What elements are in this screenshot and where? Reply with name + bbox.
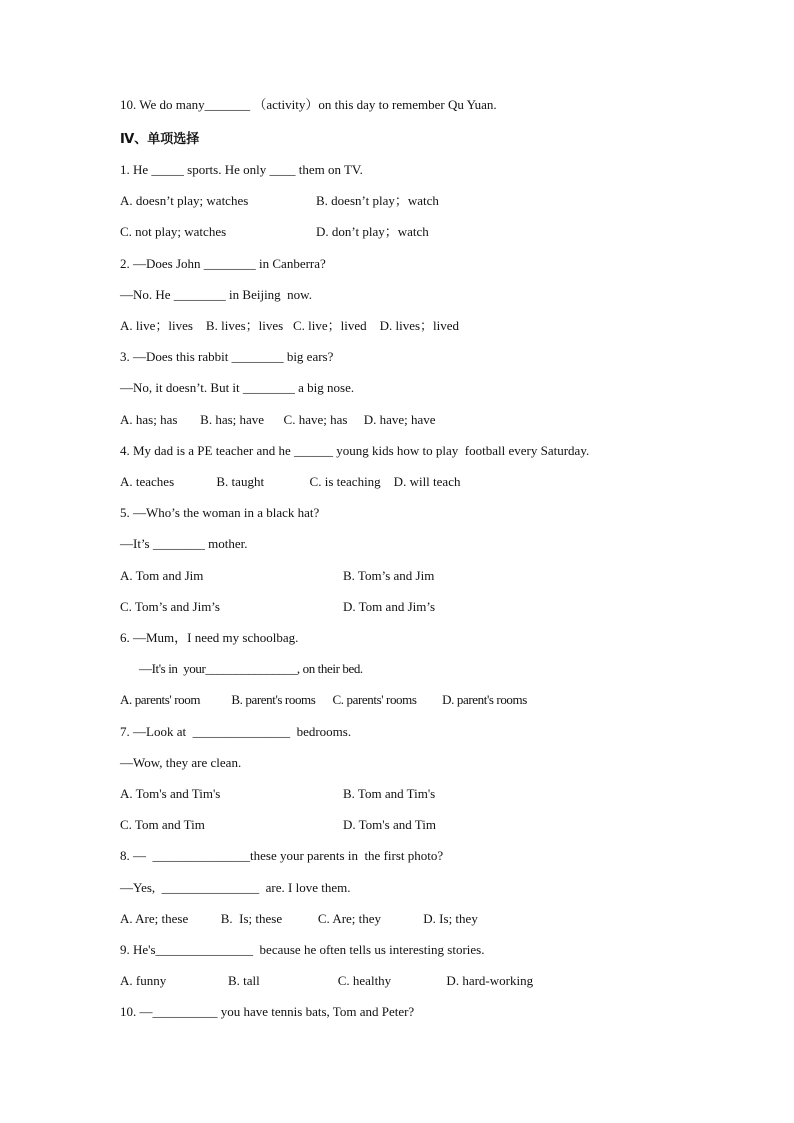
- option-5a: A. Tom and Jim: [120, 568, 204, 583]
- question-4-options: A. teaches B. taught C. is teaching D. will teach: [120, 474, 461, 489]
- question-6-options: A. parents' room B. parent's rooms C. parents' rooms D. parent's rooms: [120, 692, 527, 707]
- question-4: 4. My dad is a PE teacher and he ______ young kids how to play football every Saturday.: [120, 443, 590, 458]
- question-7-line2: —Wow, they are clean.: [120, 755, 242, 770]
- question-8-options: A. Are; these B. Is; these C. Are; they D. Is; they: [120, 911, 478, 926]
- question-2-options: A. live；lives B. lives；lives C. live；lived D. lives；lived: [120, 318, 460, 333]
- option-5c: C. Tom’s and Jim’s: [120, 599, 220, 614]
- option-7b: B. Tom and Tim's: [343, 786, 436, 801]
- option-7a: A. Tom's and Tim's: [120, 786, 221, 801]
- question-2-line2: —No. He ________ in Beijing now.: [120, 287, 312, 302]
- question-7-line1: 7. —Look at _______________ bedrooms.: [120, 724, 352, 739]
- option-5b: B. Tom’s and Jim: [343, 568, 435, 583]
- option-1a: A. doesn’t play; watches: [120, 193, 249, 208]
- question-3-options: A. has; has B. has; have C. have; has D. have; have: [120, 412, 436, 427]
- question-8-line2: —Yes, _______________ are. I love them.: [120, 880, 351, 895]
- line-prev-q10: 10. We do many_______ （activity）on this day to remember Qu Yuan.: [120, 97, 497, 112]
- question-6-line2: —It's in your_______________, on their bed.: [139, 661, 363, 676]
- question-10: 10. —__________ you have tennis bats, Tom and Peter?: [120, 1004, 415, 1019]
- question-1: 1. He _____ sports. He only ____ them on TV.: [120, 162, 363, 177]
- option-1c: C. not play; watches: [120, 224, 227, 239]
- question-5-line2: —It’s ________ mother.: [120, 536, 248, 551]
- option-1d: D. don’t play；watch: [316, 224, 429, 239]
- question-8-line1: 8. — _______________these your parents in the first photo?: [120, 848, 444, 863]
- question-5-line1: 5. —Who’s the woman in a black hat?: [120, 505, 320, 520]
- question-3-line2: —No, it doesn’t. But it ________ a big nose.: [120, 380, 355, 395]
- question-2-line1: 2. —Does John ________ in Canberra?: [120, 256, 326, 271]
- option-7c: C. Tom and Tim: [120, 817, 205, 832]
- option-5d: D. Tom and Jim’s: [343, 599, 436, 614]
- question-9: 9. He's_______________ because he often tells us interesting stories.: [120, 942, 485, 957]
- option-7d: D. Tom's and Tim: [343, 817, 436, 832]
- question-3-line1: 3. —Does this rabbit ________ big ears?: [120, 349, 334, 364]
- option-1b: B. doesn’t play；watch: [316, 193, 439, 208]
- section-heading: Ⅳ、单项选择: [120, 131, 200, 146]
- question-6-line1: 6. —Mum，I need my schoolbag.: [120, 630, 299, 645]
- question-9-options: A. funny B. tall C. healthy D. hard-working: [120, 973, 534, 988]
